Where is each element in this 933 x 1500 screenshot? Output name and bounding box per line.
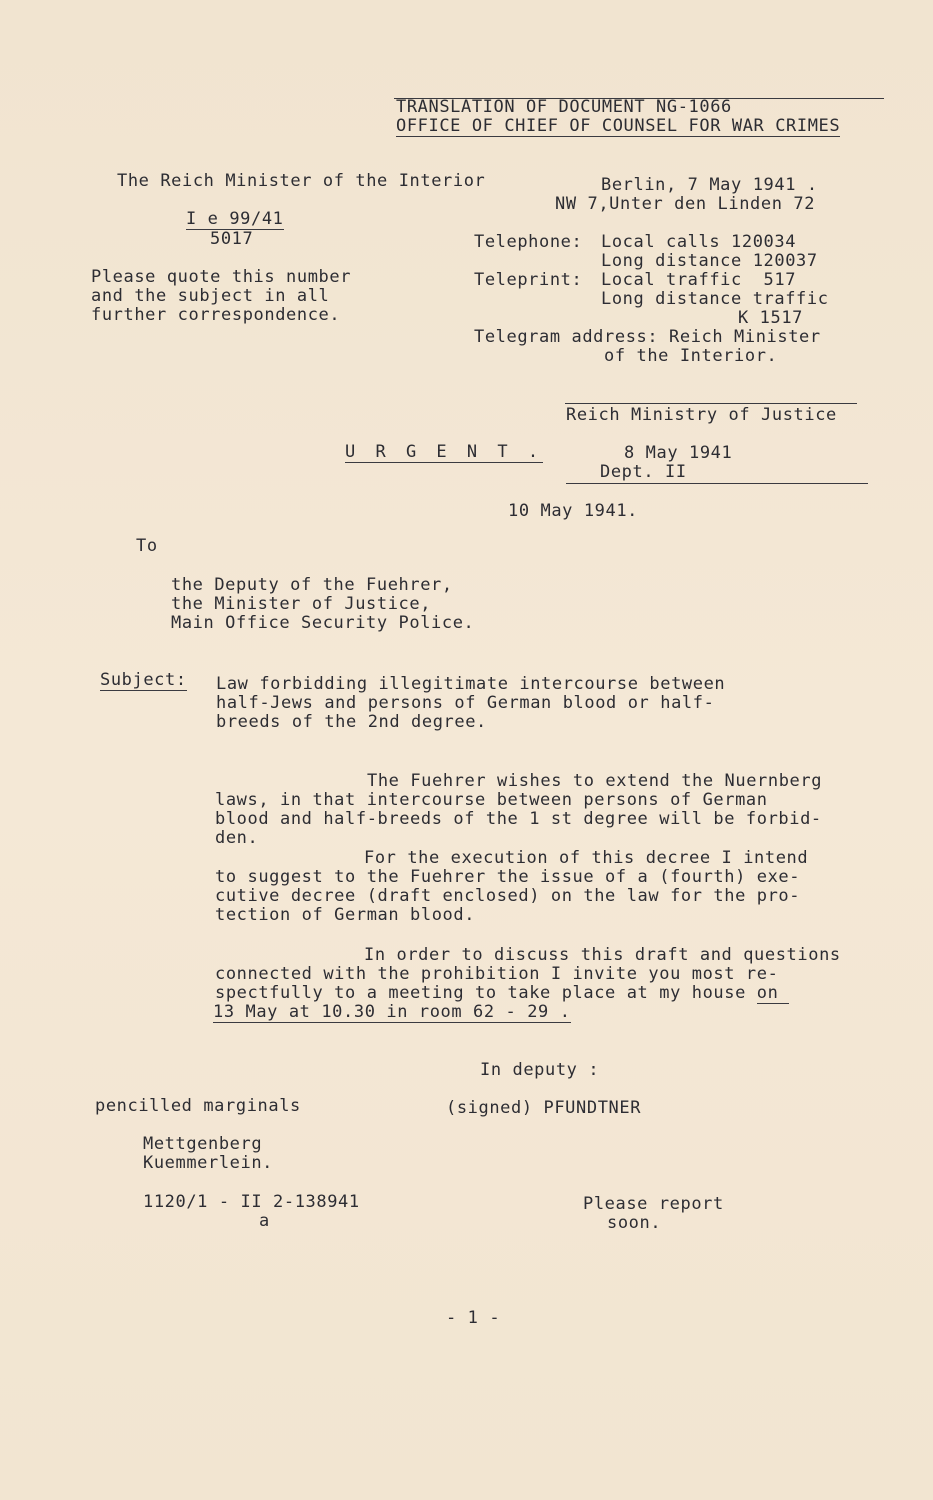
signed-name: (signed) PFUNDTNER <box>446 1098 642 1118</box>
body-p1-line3: blood and half-breeds of the 1 st degree will be forbid- <box>215 809 822 829</box>
reference-number: I e 99/41 <box>186 209 284 229</box>
letter-date: 10 May 1941. <box>508 501 639 521</box>
recipient-3: Main Office Security Police. <box>171 613 475 633</box>
page-number: - 1 - <box>446 1308 501 1328</box>
stamp-bottom-rule <box>566 483 868 484</box>
body-p3-line3-text: spectfully to a meeting to take place at my house <box>215 983 757 1003</box>
teleprint-label: Teleprint: <box>474 270 583 290</box>
header-office-title: OFFICE OF CHIEF OF COUNSEL FOR WAR CRIMES <box>396 116 841 136</box>
teleprint-local: Local traffic 517 <box>601 270 797 290</box>
body-p1-line2: laws, in that intercourse between persons of German <box>215 790 768 810</box>
stamp-top-rule <box>565 403 857 404</box>
file-number-suffix: a <box>259 1211 270 1231</box>
header-document-title: TRANSLATION OF DOCUMENT NG-1066 <box>396 97 732 117</box>
meeting-date-underlined-start: on <box>756 983 790 1003</box>
body-p2-line2: to suggest to the Fuehrer the issue of a (fourth) exe- <box>215 867 801 887</box>
body-p1-line1: The Fuehrer wishes to extend the Nuernberg <box>367 771 823 791</box>
sender-title: The Reich Minister of the Interior <box>117 171 486 191</box>
file-number: 1120/1 - II 2-138941 <box>143 1192 360 1212</box>
pencilled-marginals-label: pencilled marginals <box>95 1096 301 1116</box>
teleprint-long: Long distance traffic <box>601 289 829 309</box>
in-deputy: In deputy : <box>480 1060 600 1080</box>
telegram-line2: of the Interior. <box>604 346 778 366</box>
telephone-label: Telephone: <box>474 232 583 252</box>
subject-line1: Law forbidding illegitimate intercourse between <box>216 674 726 694</box>
telegram-line1: Telegram address: Reich Minister <box>474 327 821 347</box>
stamp-date: 8 May 1941 <box>624 443 733 463</box>
marginal-name-2: Kuemmerlein. <box>143 1153 274 1173</box>
urgent-marking: U R G E N T . <box>345 442 544 462</box>
body-p3-line2: connected with the prohibition I invite you most re- <box>215 964 779 984</box>
subject-label: Subject: <box>100 670 187 690</box>
meeting-date-time-room: 13 May at 10.30 in room 62 - 29 . <box>213 1002 571 1022</box>
quote-note-line3: further correspondence. <box>91 305 341 325</box>
marginal-note-line1: Please report <box>583 1194 724 1214</box>
telephone-local: Local calls 120034 <box>601 232 797 252</box>
quote-note-line2: and the subject in all <box>91 286 330 306</box>
body-p1-line4: den. <box>215 828 259 848</box>
place-date: Berlin, 7 May 1941 . <box>601 175 818 195</box>
street-address: NW 7,Unter den Linden 72 <box>555 194 816 214</box>
recipient-1: the Deputy of the Fuehrer, <box>171 575 453 595</box>
subject-line2: half-Jews and persons of German blood or half- <box>216 693 715 713</box>
quote-note-line1: Please quote this number <box>91 267 352 287</box>
teleprint-long-number: K 1517 <box>738 308 804 328</box>
to-label: To <box>136 536 158 556</box>
body-p2-line1: For the execution of this decree I intend <box>364 848 809 868</box>
telephone-long: Long distance 120037 <box>601 251 818 271</box>
marginal-name-1: Mettgenberg <box>143 1134 263 1154</box>
subject-line3: breeds of the 2nd degree. <box>216 712 487 732</box>
stamp-ministry: Reich Ministry of Justice <box>566 405 837 425</box>
marginal-note-line2: soon. <box>607 1213 662 1233</box>
body-p2-line4: tection of German blood. <box>215 905 476 925</box>
recipient-2: the Minister of Justice, <box>171 594 432 614</box>
body-p3-line3 <box>215 984 789 1003</box>
body-p3-line1: In order to discuss this draft and questions <box>364 945 841 965</box>
stamp-department: Dept. II <box>600 462 687 482</box>
reference-subnumber: 5017 <box>210 229 254 249</box>
body-p2-line3: cutive decree (draft enclosed) on the law for the pro- <box>215 886 801 906</box>
